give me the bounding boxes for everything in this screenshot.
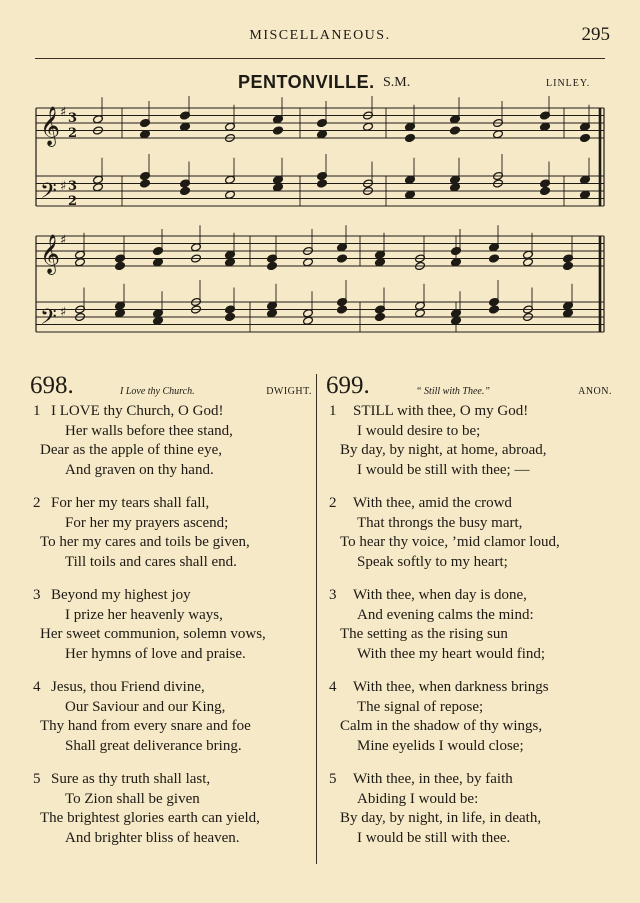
notehead — [375, 312, 386, 321]
verse-line — [30, 533, 312, 553]
verse-line — [30, 645, 312, 665]
music-score — [0, 96, 640, 356]
notehead — [563, 261, 574, 270]
notehead — [267, 309, 278, 318]
verse-text: Shall great deliverance bring. — [65, 737, 242, 754]
verse-text: I would desire to be; — [357, 422, 481, 439]
notehead — [405, 133, 416, 142]
verse-text: The brightest glories earth can yield, — [40, 810, 260, 826]
verse-line — [30, 790, 312, 810]
verse-text: For her my prayers ascend; — [65, 514, 229, 531]
verse-line — [326, 625, 612, 645]
time-sig: 2 — [68, 194, 78, 209]
verse-text: To her my cares and toils be given, — [40, 534, 250, 550]
notehead — [540, 122, 551, 131]
tune-heading — [0, 72, 640, 96]
verse-text: The setting as the rising sun — [340, 626, 508, 642]
verse-line — [30, 402, 312, 422]
verse-line — [326, 790, 612, 810]
verse-text: Thy hand from every snare and foe — [40, 718, 251, 734]
verse-line — [326, 770, 612, 790]
notehead — [180, 186, 191, 195]
notehead — [337, 305, 348, 314]
verse-text: Our Saviour and our King, — [65, 698, 226, 715]
stanza — [326, 402, 612, 480]
notehead — [563, 309, 574, 318]
bass-clef: 𝄢 — [40, 179, 57, 209]
verse-text: And graven on thy hand. — [65, 461, 214, 478]
notehead — [140, 130, 151, 139]
stanza — [30, 494, 312, 572]
key-sharp: ♯ — [60, 305, 67, 320]
stanza-number: 2 — [33, 495, 41, 511]
column-divider — [316, 374, 317, 864]
hymn-number: 698. — [30, 372, 74, 399]
verse-line — [326, 645, 612, 665]
stanza-number: 3 — [33, 587, 41, 603]
notehead — [303, 316, 314, 325]
verse-text: With thee, when day is done, — [353, 587, 527, 603]
notehead — [225, 190, 236, 199]
stanza — [326, 494, 612, 572]
notehead — [75, 258, 86, 267]
time-sig: 2 — [68, 126, 78, 141]
section-title: MISCELLANEOUS. — [249, 28, 391, 43]
notehead — [115, 309, 126, 318]
verse-text: To hear thy voice, ’mid clamor loud, — [340, 534, 560, 550]
verse-text: Speak softly to my heart; — [357, 553, 508, 570]
verse-line — [326, 606, 612, 626]
time-sig: 3 — [68, 179, 78, 194]
verse-line — [30, 606, 312, 626]
notehead — [317, 130, 328, 139]
stanza — [326, 678, 612, 756]
time-sig: 3 — [68, 111, 78, 126]
verse-line — [30, 461, 312, 481]
notehead — [273, 126, 284, 135]
notehead — [337, 254, 348, 263]
key-sharp: ♯ — [60, 233, 67, 248]
verse-text: Mine eyelids I would close; — [357, 737, 524, 754]
hymn-header — [30, 372, 312, 402]
verse-text: Her hymns of love and praise. — [65, 645, 246, 662]
stanza — [30, 402, 312, 480]
verse-line — [30, 553, 312, 573]
notehead — [140, 179, 151, 188]
verse-line — [326, 678, 612, 698]
verse-text: With thee, in thee, by faith — [353, 771, 513, 787]
verse-text: STILL with thee, O my God! — [353, 403, 529, 419]
notehead — [580, 190, 591, 199]
bass-clef: 𝄢 — [40, 305, 57, 335]
verse-line — [30, 625, 312, 645]
header-rule — [35, 58, 605, 59]
verse-line — [30, 514, 312, 534]
stanza-list — [30, 402, 312, 848]
verse-line — [30, 586, 312, 606]
verse-text: By day, by night, in life, in death, — [340, 810, 542, 826]
stanza-number: 1 — [329, 403, 337, 419]
running-head — [0, 26, 640, 48]
verse-text: To Zion shall be given — [65, 790, 200, 807]
tune-name: PENTONVILLE. — [238, 72, 375, 92]
verse-text: For her my tears shall fall, — [51, 495, 210, 511]
notehead — [303, 258, 314, 267]
verse-text: I would be still with thee; — — [357, 461, 530, 478]
stanza-number: 4 — [33, 679, 41, 695]
stanza — [30, 770, 312, 848]
hymn-author: ANON. — [578, 386, 612, 397]
stanza-number: 3 — [329, 587, 337, 603]
verse-text: I prize her heavenly ways, — [65, 606, 223, 623]
verse-line — [30, 678, 312, 698]
stanza-number: 5 — [33, 771, 41, 787]
verse-text: Dear as the apple of thine eye, — [40, 442, 222, 458]
verse-text: With thee, amid the crowd — [353, 495, 512, 511]
stanza — [30, 678, 312, 756]
verse-line — [326, 553, 612, 573]
key-sharp: ♯ — [60, 179, 67, 194]
hymn-header — [326, 372, 612, 402]
verse-line — [326, 461, 612, 481]
verse-text: Abiding I would be: — [357, 790, 479, 807]
treble-clef: 𝄞 — [40, 234, 61, 274]
notehead — [580, 133, 591, 142]
notehead — [317, 179, 328, 188]
hymn-title: “ Still with Thee.” — [416, 386, 490, 397]
notehead — [405, 190, 416, 199]
notehead — [363, 122, 374, 131]
notehead — [267, 261, 278, 270]
verse-line — [326, 533, 612, 553]
notehead — [450, 183, 461, 192]
stanza-number: 2 — [329, 495, 337, 511]
verse-line — [30, 717, 312, 737]
verse-line — [30, 770, 312, 790]
stanza — [326, 770, 612, 848]
verse-line — [326, 402, 612, 422]
verse-text: Her sweet communion, solemn vows, — [40, 626, 266, 642]
verse-text: Her walls before thee stand, — [65, 422, 233, 439]
verse-line — [326, 441, 612, 461]
verse-line — [30, 737, 312, 757]
stanza — [30, 586, 312, 664]
verse-line — [326, 737, 612, 757]
tune-meter: S.M. — [383, 75, 411, 90]
verse-line — [30, 422, 312, 442]
notehead — [540, 186, 551, 195]
verse-line — [326, 494, 612, 514]
notehead — [450, 126, 461, 135]
verse-line — [30, 829, 312, 849]
verse-text: With thee, when darkness brings — [353, 679, 549, 695]
verse-line — [30, 698, 312, 718]
verse-line — [30, 494, 312, 514]
notehead — [225, 258, 236, 267]
stanza-number: 1 — [33, 403, 41, 419]
notehead — [523, 258, 534, 267]
verse-text: Till toils and cares shall end. — [65, 553, 237, 570]
notehead — [153, 258, 164, 267]
verse-text: Sure as thy truth shall last, — [51, 771, 211, 787]
notehead — [489, 305, 500, 314]
treble-clef: 𝄞 — [40, 106, 61, 146]
stanza — [326, 586, 612, 664]
notehead — [493, 130, 504, 139]
hymn-698 — [30, 372, 312, 862]
verse-line — [326, 586, 612, 606]
notehead — [273, 183, 284, 192]
notehead — [415, 309, 426, 318]
hymn-699 — [326, 372, 612, 862]
verse-text: With thee my heart would find; — [357, 645, 546, 662]
verse-text: That throngs the busy mart, — [357, 514, 523, 531]
notehead — [115, 261, 126, 270]
notehead — [451, 316, 462, 325]
verse-line — [326, 698, 612, 718]
verse-line — [326, 514, 612, 534]
verse-text: I LOVE thy Church, O God! — [51, 403, 224, 419]
key-sharp: ♯ — [60, 105, 67, 120]
notehead — [180, 122, 191, 131]
verse-line — [30, 441, 312, 461]
verse-line — [326, 422, 612, 442]
hymn-title: I Love thy Church. — [120, 386, 195, 397]
verse-text: By day, by night, at home, abroad, — [340, 442, 547, 458]
stanza-list — [326, 402, 612, 848]
verse-text: And brighter bliss of heaven. — [65, 829, 240, 846]
hymn-author: DWIGHT. — [266, 386, 312, 397]
notehead — [489, 254, 500, 263]
verse-text: And evening calms the mind: — [357, 606, 534, 623]
notehead — [225, 312, 236, 321]
verse-line — [326, 809, 612, 829]
verse-text: Jesus, thou Friend divine, — [51, 679, 205, 695]
verse-line — [326, 717, 612, 737]
page-number: 295 — [581, 24, 610, 45]
verse-text: Beyond my highest joy — [51, 587, 191, 603]
stanza-number: 5 — [329, 771, 337, 787]
verse-text: I would be still with thee. — [357, 829, 511, 846]
verse-text: The signal of repose; — [357, 698, 484, 715]
notehead — [153, 316, 164, 325]
verse-line — [30, 809, 312, 829]
verse-text: Calm in the shadow of thy wings, — [340, 718, 543, 734]
tune-composer: LINLEY. — [546, 78, 591, 89]
hymn-number: 699. — [326, 372, 370, 399]
notehead — [375, 258, 386, 267]
notehead — [451, 258, 462, 267]
stanza-number: 4 — [329, 679, 337, 695]
verse-line — [326, 829, 612, 849]
notehead — [93, 183, 104, 192]
